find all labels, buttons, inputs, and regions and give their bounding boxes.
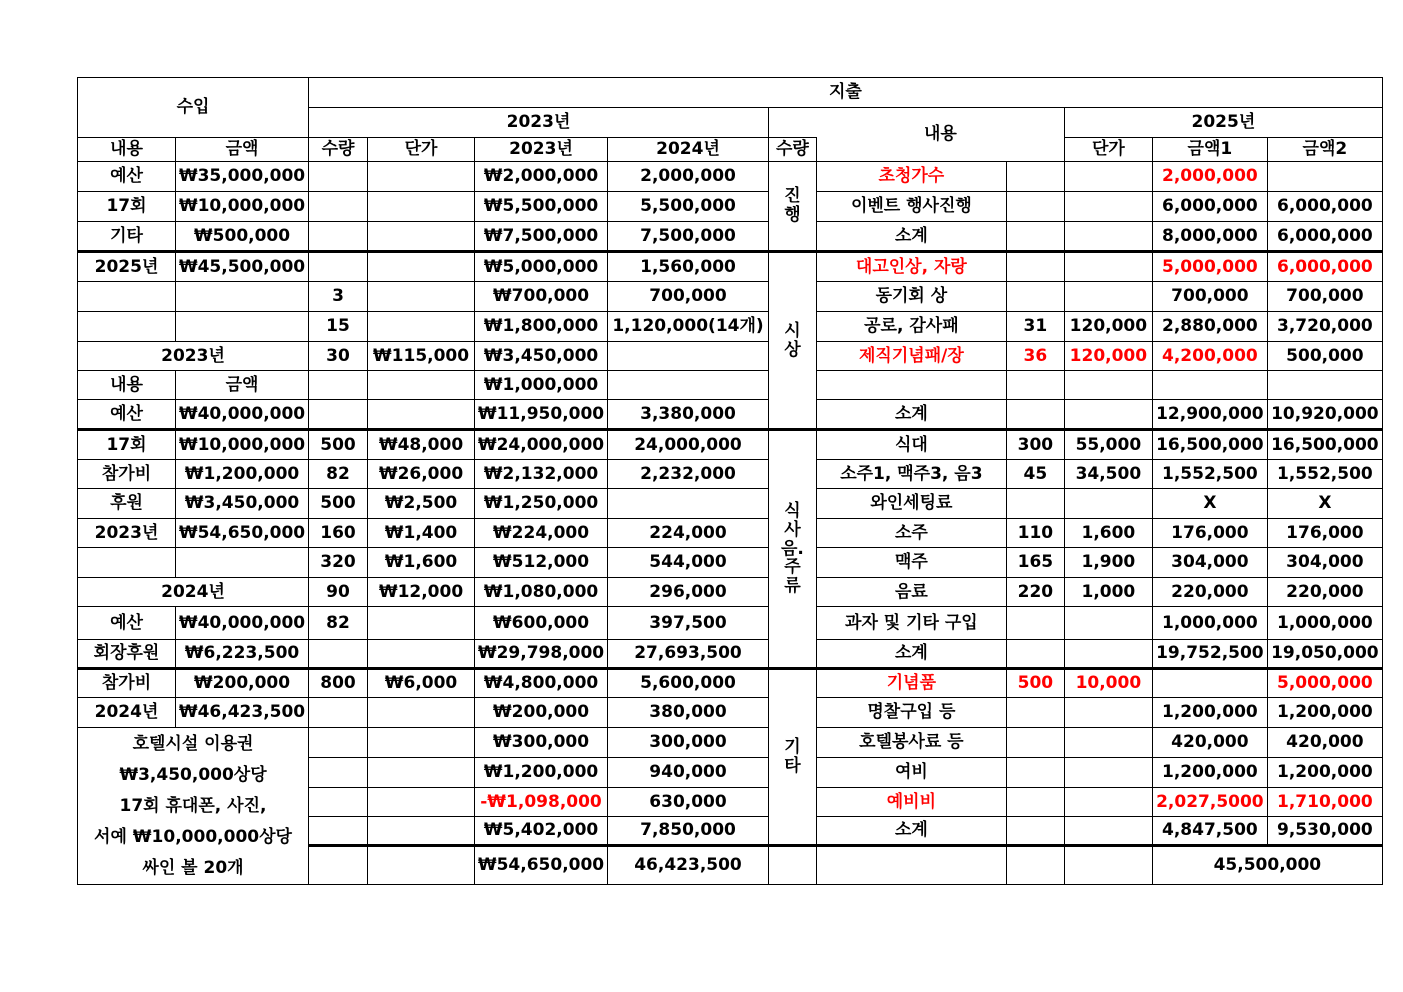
plan-item: 기념품 (816, 669, 1006, 698)
past-2023: ₩600,000 (475, 607, 608, 640)
past-unit: ₩12,000 (368, 578, 475, 607)
past-2024: 630,000 (608, 788, 769, 817)
blank-qty (1006, 846, 1064, 885)
plan-qty: 36 (1006, 342, 1064, 371)
plan-item (816, 371, 1006, 400)
past-2024: 224,000 (608, 519, 769, 548)
income-amount: ₩6,223,500 (176, 640, 309, 669)
plan-qty (1006, 728, 1064, 758)
income-amount: ₩40,000,000 (176, 607, 309, 640)
past-2023: ₩4,800,000 (475, 669, 608, 698)
past-qty: 160 (309, 519, 368, 548)
past-unit (368, 222, 475, 252)
plan-item: 예비비 (816, 788, 1006, 817)
plan-amount1: 5,000,000 (1152, 252, 1267, 282)
income-label: 예산 (78, 607, 176, 640)
past-qty (309, 758, 368, 788)
past-2024: 5,600,000 (608, 669, 769, 698)
plan-amount2: 19,050,000 (1267, 640, 1382, 669)
past-2024: 2,232,000 (608, 460, 769, 489)
past-2023: ₩700,000 (475, 282, 608, 312)
table-row (78, 698, 1383, 728)
plan-unit (1064, 282, 1152, 312)
plan-unit (1064, 728, 1152, 758)
plan-item: 음료 (816, 578, 1006, 607)
plan-qty (1006, 282, 1064, 312)
past-2024 (608, 371, 769, 400)
income-label: 17회 (78, 192, 176, 222)
plan-amount1: 2,880,000 (1152, 312, 1267, 342)
plan-unit: 120,000 (1064, 342, 1152, 371)
past-unit: ₩48,000 (368, 430, 475, 460)
plan-amount1: 2,027,5000 (1152, 788, 1267, 817)
category-etc: 기타 (769, 669, 817, 846)
y2024-col: 2024년 (608, 138, 769, 162)
past-2023: ₩1,200,000 (475, 758, 608, 788)
plan-qty: 500 (1006, 669, 1064, 698)
plan-amount2: X (1267, 489, 1382, 519)
past-qty (309, 846, 368, 885)
plan-amount1: 19,752,500 (1152, 640, 1267, 669)
past-qty (309, 640, 368, 669)
plan-amount2: 5,000,000 (1267, 669, 1382, 698)
income-amount: ₩45,500,000 (176, 252, 309, 282)
past-2024: 1,560,000 (608, 252, 769, 282)
plan-unit (1064, 698, 1152, 728)
income-amount: ₩3,450,000 (176, 489, 309, 519)
past-2024: 380,000 (608, 698, 769, 728)
income-amount-col: 금액 (176, 138, 309, 162)
year-2025-header: 2025년 (1064, 108, 1382, 138)
plan-amount2: 176,000 (1267, 519, 1382, 548)
plan-qty (1006, 400, 1064, 430)
past-unit (368, 282, 475, 312)
past-unit: ₩115,000 (368, 342, 475, 371)
plan-unit (1064, 400, 1152, 430)
plan-amount2: 1,200,000 (1267, 758, 1382, 788)
past-2023: ₩200,000 (475, 698, 608, 728)
past-unit: ₩1,400 (368, 519, 475, 548)
past-unit (368, 640, 475, 669)
budget-table (77, 77, 1383, 885)
y2023-col: 2023년 (475, 138, 608, 162)
plan-item: 과자 및 기타 구입 (816, 607, 1006, 640)
unit-col: 단가 (368, 138, 475, 162)
past-2024: 2,000,000 (608, 162, 769, 192)
hotel-note-line: 호텔시설 이용권 (132, 733, 254, 754)
plan-unit (1064, 371, 1152, 400)
plan-amount1: 1,200,000 (1152, 698, 1267, 728)
amount1-col: 금액1 (1152, 138, 1267, 162)
plan-qty (1006, 192, 1064, 222)
past-2023: ₩5,000,000 (475, 252, 608, 282)
plan-unit: 55,000 (1064, 430, 1152, 460)
plan-qty (1006, 758, 1064, 788)
plan-amount2: 220,000 (1267, 578, 1382, 607)
qty-col: 수량 (309, 138, 368, 162)
plan-amount1: 4,847,500 (1152, 817, 1267, 846)
plan-qty: 110 (1006, 519, 1064, 548)
past-qty: 800 (309, 669, 368, 698)
plan-qty (1006, 252, 1064, 282)
plan-amount2: 1,710,000 (1267, 788, 1382, 817)
amount2-col: 금액2 (1267, 138, 1382, 162)
content-header: 내용 (816, 108, 1064, 162)
hotel-note-line: 싸인 볼 20개 (142, 857, 244, 878)
blank-cat (769, 846, 817, 885)
table-row (78, 312, 1383, 342)
table-row (78, 282, 1383, 312)
plan-amount2: 10,920,000 (1267, 400, 1382, 430)
past-qty (309, 817, 368, 846)
past-unit (368, 698, 475, 728)
past-qty (309, 371, 368, 400)
income-label: 2023년 (78, 519, 176, 548)
plan-amount2: 500,000 (1267, 342, 1382, 371)
past-2024: 5,500,000 (608, 192, 769, 222)
plan-amount1: 700,000 (1152, 282, 1267, 312)
plan-amount2: 1,200,000 (1267, 698, 1382, 728)
income-amount: ₩10,000,000 (176, 430, 309, 460)
plan-unit: 1,600 (1064, 519, 1152, 548)
plan-amount1: 1,552,500 (1152, 460, 1267, 489)
past-2023: ₩3,450,000 (475, 342, 608, 371)
plan-amount1 (1152, 371, 1267, 400)
plan-item: 소계 (816, 640, 1006, 669)
past-qty: 82 (309, 607, 368, 640)
plan-unit: 1,000 (1064, 578, 1152, 607)
plan-item: 제직기념패/장 (816, 342, 1006, 371)
income-label (78, 312, 176, 342)
past-2023: ₩224,000 (475, 519, 608, 548)
grand-total-2025: 45,500,000 (1152, 846, 1382, 885)
plan-unit (1064, 192, 1152, 222)
past-2024: 397,500 (608, 607, 769, 640)
plan-item: 소계 (816, 817, 1006, 846)
past-unit: ₩6,000 (368, 669, 475, 698)
past-unit: ₩26,000 (368, 460, 475, 489)
plan-qty (1006, 222, 1064, 252)
plan-qty: 220 (1006, 578, 1064, 607)
past-qty (309, 788, 368, 817)
past-qty: 320 (309, 548, 368, 578)
plan-amount1: 1,000,000 (1152, 607, 1267, 640)
plan-item: 맥주 (816, 548, 1006, 578)
past-unit: ₩1,600 (368, 548, 475, 578)
past-qty: 3 (309, 282, 368, 312)
plan-amount2: 700,000 (1267, 282, 1382, 312)
past-qty: 500 (309, 430, 368, 460)
income-amount (176, 312, 309, 342)
plan-qty (1006, 817, 1064, 846)
past-2024: 7,500,000 (608, 222, 769, 252)
plan-amount2: 6,000,000 (1267, 222, 1382, 252)
hotel-note-line: 17회 휴대폰, 사진, (119, 795, 267, 816)
income-amount: ₩40,000,000 (176, 400, 309, 430)
past-2024: 1,120,000(14개) (608, 312, 769, 342)
past-unit (368, 192, 475, 222)
table-row (78, 430, 1383, 460)
past-2023: ₩29,798,000 (475, 640, 608, 669)
past-2024: 296,000 (608, 578, 769, 607)
income-label (78, 548, 176, 578)
income-label: 회장후원 (78, 640, 176, 669)
past-2023: -₩1,098,000 (475, 788, 608, 817)
plan-unit: 10,000 (1064, 669, 1152, 698)
income-amount (176, 282, 309, 312)
past-2023: ₩1,000,000 (475, 371, 608, 400)
plan-unit: 1,900 (1064, 548, 1152, 578)
plan-item: 동기회 상 (816, 282, 1006, 312)
income-label: 예산 (78, 400, 176, 430)
past-2023: ₩5,500,000 (475, 192, 608, 222)
past-unit (368, 788, 475, 817)
past-unit: ₩2,500 (368, 489, 475, 519)
past-2024: 27,693,500 (608, 640, 769, 669)
past-2024: 3,380,000 (608, 400, 769, 430)
income-content-col: 내용 (78, 138, 176, 162)
past-unit (368, 252, 475, 282)
table-row (78, 640, 1383, 669)
past-2023: ₩1,800,000 (475, 312, 608, 342)
plan-amount2 (1267, 162, 1382, 192)
hotel-note-line: ₩3,450,000상당 (119, 764, 267, 785)
income-amount: ₩10,000,000 (176, 192, 309, 222)
plan-amount2: 3,720,000 (1267, 312, 1382, 342)
past-2024: 46,423,500 (608, 846, 769, 885)
plan-amount2: 6,000,000 (1267, 192, 1382, 222)
past-2024: 544,000 (608, 548, 769, 578)
past-2023: ₩5,402,000 (475, 817, 608, 846)
income-label: 내용 (78, 371, 176, 400)
income-label: 참가비 (78, 669, 176, 698)
income-amount (176, 548, 309, 578)
past-2023: ₩2,000,000 (475, 162, 608, 192)
past-qty: 82 (309, 460, 368, 489)
category-progress: 진행 (769, 162, 817, 252)
plan-qty (1006, 640, 1064, 669)
past-unit (368, 728, 475, 758)
past-2024: 24,000,000 (608, 430, 769, 460)
table-row (78, 607, 1383, 640)
past-2024 (608, 342, 769, 371)
category-award: 시상 (769, 252, 817, 430)
hotel-note (78, 728, 309, 885)
past-unit (368, 817, 475, 846)
income-amount: ₩46,423,500 (176, 698, 309, 728)
plan-qty (1006, 489, 1064, 519)
table-row (78, 252, 1383, 282)
plan-unit (1064, 758, 1152, 788)
plan-amount1: 304,000 (1152, 548, 1267, 578)
table-row (78, 519, 1383, 548)
plan-amount2: 1,552,500 (1267, 460, 1382, 489)
plan-unit (1064, 489, 1152, 519)
plan-amount1: 420,000 (1152, 728, 1267, 758)
past-qty (309, 222, 368, 252)
table-row (78, 371, 1383, 400)
past-2023: ₩1,080,000 (475, 578, 608, 607)
plan-unit: 34,500 (1064, 460, 1152, 489)
past-unit (368, 312, 475, 342)
plan-unit (1064, 607, 1152, 640)
past-unit (368, 400, 475, 430)
blank-unit (1064, 846, 1152, 885)
income-label: 2024년 (78, 698, 176, 728)
past-2024: 300,000 (608, 728, 769, 758)
past-2024: 7,850,000 (608, 817, 769, 846)
table-row (78, 728, 1383, 758)
income-year-label: 2024년 (78, 578, 309, 607)
plan-item: 소주1, 맥주3, 음3 (816, 460, 1006, 489)
plan-amount2 (1267, 371, 1382, 400)
category-food: 식사음.주류 (769, 430, 817, 669)
past-2023: ₩1,250,000 (475, 489, 608, 519)
income-amount: ₩54,650,000 (176, 519, 309, 548)
plan-qty: 45 (1006, 460, 1064, 489)
past-2024: 700,000 (608, 282, 769, 312)
income-year-label: 2023년 (78, 342, 309, 371)
past-2023: ₩2,132,000 (475, 460, 608, 489)
year-2023-header: 2023년 (309, 108, 769, 138)
plan-amount1: 4,200,000 (1152, 342, 1267, 371)
income-label: 2025년 (78, 252, 176, 282)
plan-qty (1006, 371, 1064, 400)
table-row (78, 342, 1383, 371)
plan-item: 호텔봉사료 등 (816, 728, 1006, 758)
table-row (78, 400, 1383, 430)
past-2023: ₩24,000,000 (475, 430, 608, 460)
plan-amount1: 2,000,000 (1152, 162, 1267, 192)
income-amount: 금액 (176, 371, 309, 400)
plan-unit (1064, 222, 1152, 252)
past-unit (368, 371, 475, 400)
plan-item: 소주 (816, 519, 1006, 548)
plan-qty (1006, 162, 1064, 192)
plan-item: 명찰구입 등 (816, 698, 1006, 728)
plan-amount1: 1,200,000 (1152, 758, 1267, 788)
plan-item: 초청가수 (816, 162, 1006, 192)
table-row (78, 578, 1383, 607)
unit2-col: 단가 (1064, 138, 1152, 162)
income-amount: ₩35,000,000 (176, 162, 309, 192)
plan-qty (1006, 607, 1064, 640)
plan-amount2: 16,500,000 (1267, 430, 1382, 460)
past-2023: ₩54,650,000 (475, 846, 608, 885)
plan-item: 공로, 감사패 (816, 312, 1006, 342)
income-label: 후원 (78, 489, 176, 519)
table-row (78, 460, 1383, 489)
past-unit (368, 607, 475, 640)
income-label: 예산 (78, 162, 176, 192)
plan-item: 와인세팅료 (816, 489, 1006, 519)
hotel-note-line: 서예 ₩10,000,000상당 (94, 826, 292, 847)
table-row (78, 489, 1383, 519)
plan-amount1 (1152, 669, 1267, 698)
plan-item: 이벤트 행사진행 (816, 192, 1006, 222)
plan-amount1: 220,000 (1152, 578, 1267, 607)
plan-amount2: 1,000,000 (1267, 607, 1382, 640)
plan-qty: 31 (1006, 312, 1064, 342)
past-qty (309, 162, 368, 192)
plan-amount1: 8,000,000 (1152, 222, 1267, 252)
plan-amount2: 9,530,000 (1267, 817, 1382, 846)
plan-unit (1064, 252, 1152, 282)
income-amount: ₩1,200,000 (176, 460, 309, 489)
past-unit (368, 162, 475, 192)
past-qty (309, 192, 368, 222)
blank-item (816, 846, 1006, 885)
income-amount: ₩500,000 (176, 222, 309, 252)
past-qty: 500 (309, 489, 368, 519)
past-unit (368, 846, 475, 885)
past-qty (309, 728, 368, 758)
plan-item: 소계 (816, 222, 1006, 252)
past-2024 (608, 489, 769, 519)
past-2023: ₩11,950,000 (475, 400, 608, 430)
past-qty (309, 252, 368, 282)
income-label: 기타 (78, 222, 176, 252)
expense-header: 지출 (309, 78, 1383, 108)
plan-amount1: 6,000,000 (1152, 192, 1267, 222)
plan-item: 대고인상, 자랑 (816, 252, 1006, 282)
plan-qty (1006, 788, 1064, 817)
past-2023: ₩300,000 (475, 728, 608, 758)
plan-amount1: 12,900,000 (1152, 400, 1267, 430)
plan-amount2: 6,000,000 (1267, 252, 1382, 282)
table-row (78, 162, 1383, 192)
plan-amount1: 176,000 (1152, 519, 1267, 548)
plan-unit (1064, 817, 1152, 846)
plan-amount2: 420,000 (1267, 728, 1382, 758)
plan-item: 식대 (816, 430, 1006, 460)
income-header: 수입 (78, 78, 309, 138)
qty2-col: 수량 (769, 138, 817, 162)
income-amount: ₩200,000 (176, 669, 309, 698)
plan-qty: 165 (1006, 548, 1064, 578)
plan-item: 소계 (816, 400, 1006, 430)
plan-item: 여비 (816, 758, 1006, 788)
past-unit (368, 758, 475, 788)
plan-unit (1064, 162, 1152, 192)
plan-unit (1064, 640, 1152, 669)
plan-amount1: X (1152, 489, 1267, 519)
income-label (78, 282, 176, 312)
past-qty (309, 400, 368, 430)
plan-amount1: 16,500,000 (1152, 430, 1267, 460)
plan-qty: 300 (1006, 430, 1064, 460)
income-label: 참가비 (78, 460, 176, 489)
past-2023: ₩7,500,000 (475, 222, 608, 252)
plan-qty (1006, 698, 1064, 728)
table-row (78, 548, 1383, 578)
income-label: 17회 (78, 430, 176, 460)
plan-unit: 120,000 (1064, 312, 1152, 342)
past-qty: 90 (309, 578, 368, 607)
past-2023: ₩512,000 (475, 548, 608, 578)
past-qty (309, 698, 368, 728)
past-qty: 15 (309, 312, 368, 342)
table-row (78, 192, 1383, 222)
table-row (78, 669, 1383, 698)
plan-unit (1064, 788, 1152, 817)
past-qty: 30 (309, 342, 368, 371)
plan-amount2: 304,000 (1267, 548, 1382, 578)
table-row (78, 222, 1383, 252)
past-2024: 940,000 (608, 758, 769, 788)
